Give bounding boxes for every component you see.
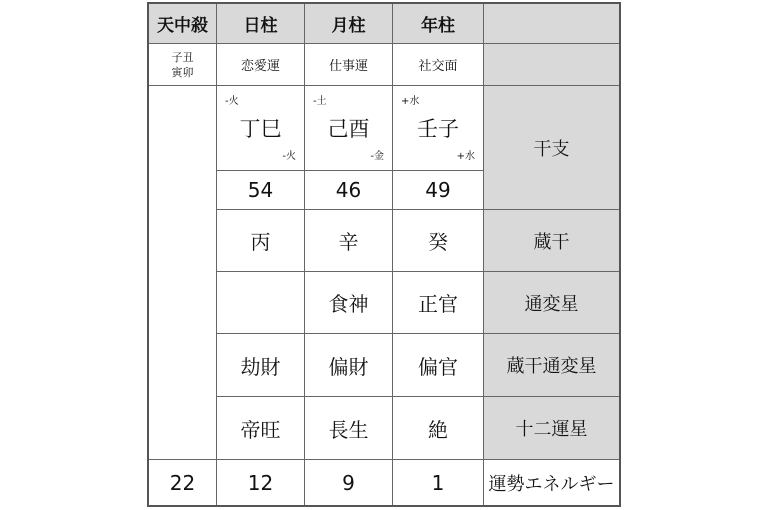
theme-year: 社交面 [393,44,484,86]
header-month-pillar: 月柱 [305,4,393,44]
kanshi-year-top: +水 [401,96,420,107]
tsuhensei-month: 食神 [305,272,393,334]
tenchusatsu-branches [149,44,217,86]
kanshi-day-bottom: -火 [282,151,296,162]
kanshi-month-main: 己酉 [327,117,370,141]
kanshi-year-main: 壬子 [417,117,459,141]
label-zoukan: 蔵干 [484,210,619,272]
tsuhensei-year: 正官 [393,272,484,334]
label-energy: 運勢エネルギー [488,473,615,495]
header-tenchusatsu: 天中殺 [149,4,217,44]
tsuhensei-day [217,272,305,334]
zoukan-tsuhensei-year: 偏官 [393,334,484,397]
kanshi-day [217,86,305,171]
number-day: 54 [217,171,305,210]
zoukan-tsuhensei-month: 偏財 [305,334,393,397]
kanshi-month-top: -土 [313,96,327,107]
zoukan-year: 癸 [393,210,484,272]
tenchusatsu-branches-line1: 子丑 [171,50,194,64]
header-blank [484,4,619,44]
zoukan-month: 辛 [305,210,393,272]
label-tsuhensei: 通変星 [484,272,619,334]
number-month: 46 [305,171,393,210]
kanshi-month-bottom: -金 [370,151,384,162]
kanshi-day-top: -火 [225,96,239,107]
juuni-unsei-year: 絶 [393,397,484,460]
kanshi-day-main: 丁巳 [239,117,282,141]
kanshi-month [305,86,393,171]
tenchusatsu-branches-line2: 寅卯 [171,65,194,79]
energy-tenchusatsu: 22 [149,460,217,505]
fortune-chart-table [147,2,621,507]
zoukan-tsuhensei-day: 劫財 [217,334,305,397]
theme-month: 仕事運 [305,44,393,86]
label-zoukan-tsuhensei: 蔵干通変星 [484,334,619,397]
juuni-unsei-month: 長生 [305,397,393,460]
energy-year: 1 [393,460,484,505]
tenchusatsu-blank [149,86,217,460]
theme-blank [484,44,619,86]
energy-month: 9 [305,460,393,505]
label-juuni-unsei: 十二運星 [484,397,619,460]
energy-day: 12 [217,460,305,505]
label-kanshi: 干支 [484,86,619,210]
juuni-unsei-day: 帝旺 [217,397,305,460]
zoukan-day: 丙 [217,210,305,272]
header-year-pillar: 年柱 [393,4,484,44]
header-day-pillar: 日柱 [217,4,305,44]
kanshi-year [393,86,484,171]
kanshi-year-bottom: +水 [456,151,475,162]
theme-day: 恋愛運 [217,44,305,86]
number-year: 49 [393,171,484,210]
